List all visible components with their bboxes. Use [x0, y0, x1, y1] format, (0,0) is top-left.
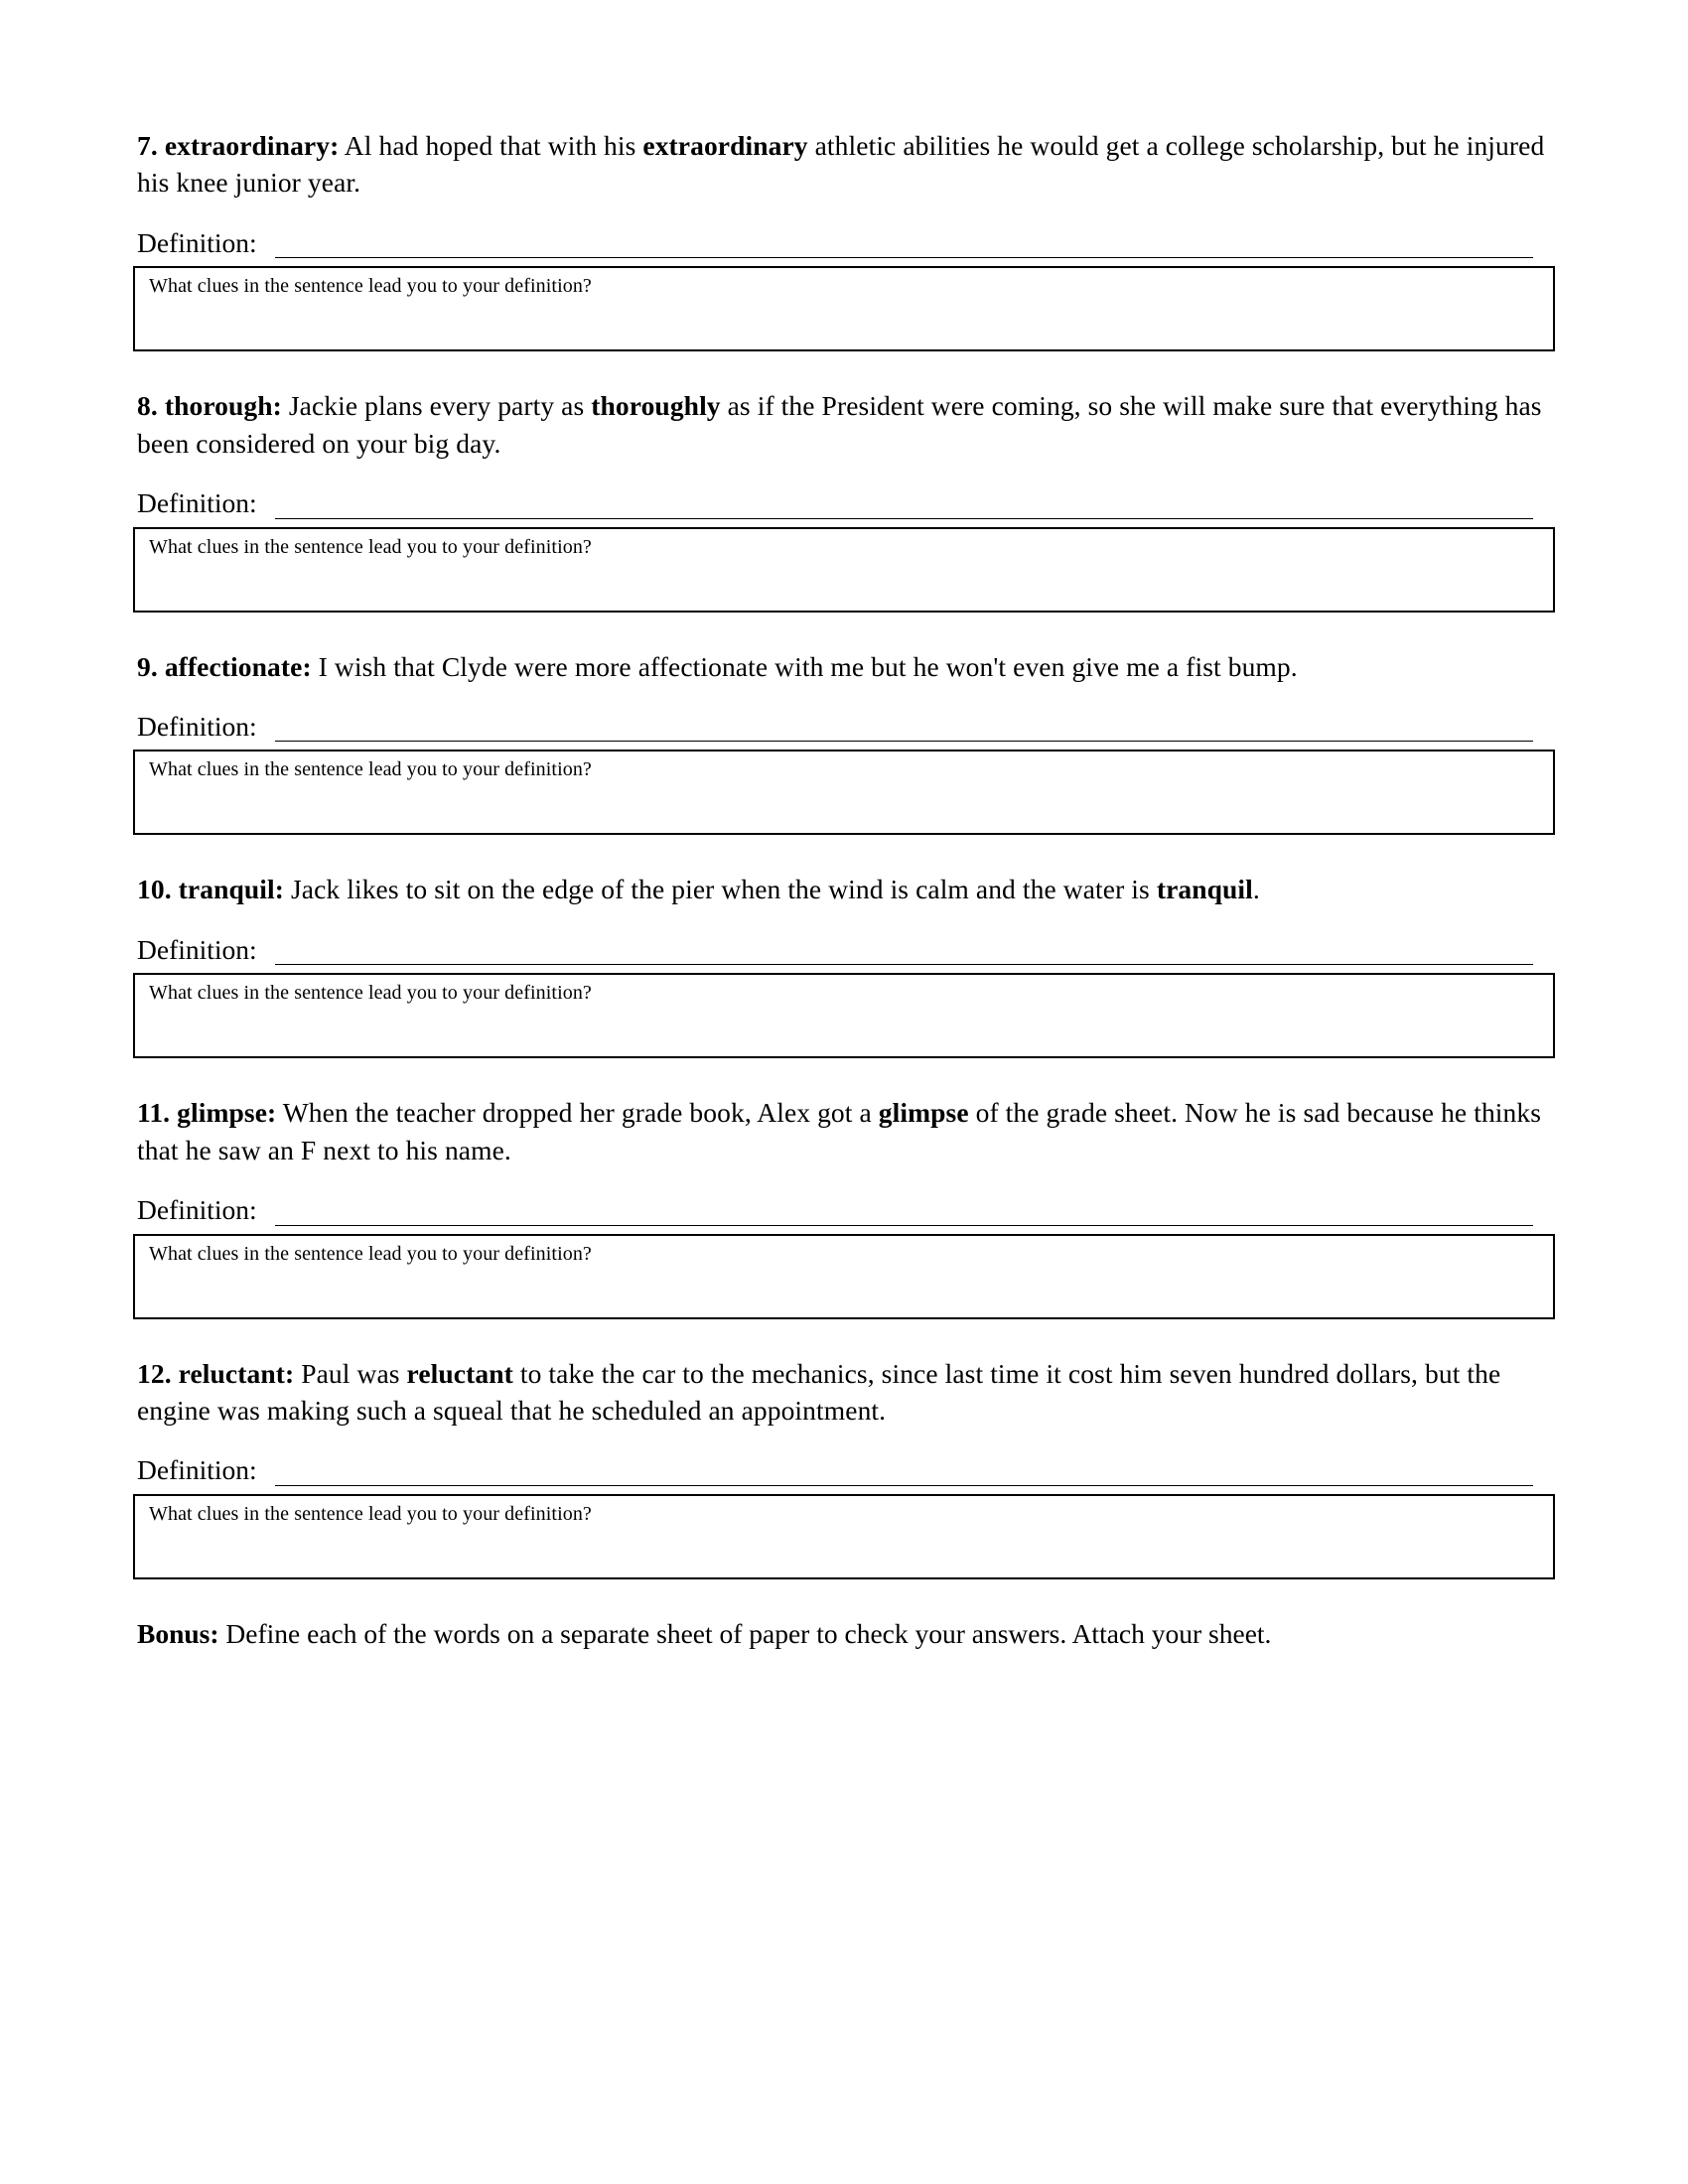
- worksheet-item-8: [133, 387, 1555, 612]
- sentence-bold-word: extraordinary: [642, 130, 808, 161]
- item-sentence: [133, 1355, 1555, 1430]
- item-vocabulary-word: thorough:: [164, 390, 282, 422]
- worksheet-item-10: [133, 871, 1555, 1058]
- definition-label: Definition:: [137, 933, 257, 965]
- sentence-bold-word: reluctant: [406, 1357, 513, 1389]
- definition-row: [133, 710, 1555, 743]
- sentence-before: When the teacher dropped her grade book, Alex got a: [276, 1097, 879, 1129]
- clue-answer-box[interactable]: [133, 1234, 1555, 1319]
- item-vocabulary-word: reluctant:: [178, 1357, 295, 1389]
- sentence-after: to take the car to the mechanics, since last time it cost him seven hundred dollars, but the engine was making such a squeal that he scheduled an appointment.: [137, 1357, 1501, 1427]
- definition-label: Definition:: [137, 1194, 257, 1226]
- definition-answer-line[interactable]: [275, 256, 1533, 258]
- item-number: 8.: [137, 390, 158, 422]
- bonus-text: Define each of the words on a separate sheet of paper to check your answers. Attach your sheet.: [218, 1617, 1272, 1649]
- clue-answer-box[interactable]: [133, 527, 1555, 613]
- sentence-bold-word: tranquil: [1156, 874, 1253, 905]
- worksheet-item-11: [133, 1094, 1555, 1318]
- definition-answer-line[interactable]: [275, 1484, 1533, 1486]
- item-vocabulary-word: extraordinary:: [164, 130, 340, 161]
- sentence-before: Paul was: [294, 1357, 407, 1389]
- sentence-before: Jack likes to sit on the edge of the pier when the wind is calm and the water is: [284, 874, 1157, 905]
- definition-row: [133, 489, 1555, 519]
- definition-label: Definition:: [137, 487, 257, 519]
- clue-prompt-label: What clues in the sentence lead you to your definition?: [149, 275, 592, 298]
- sentence-after: as if the President were coming, so she will make sure that everything has been considered on your big day.: [137, 390, 1542, 459]
- sentence-bold-word: glimpse: [878, 1097, 969, 1129]
- definition-row: [133, 933, 1555, 966]
- sentence-before: Al had hoped that with his: [339, 130, 643, 161]
- item-vocabulary-word: affectionate:: [164, 650, 312, 682]
- clue-prompt-label: What clues in the sentence lead you to your definition?: [149, 1242, 592, 1265]
- bonus-instruction: [133, 1615, 1555, 1652]
- item-vocabulary-word: tranquil:: [178, 874, 285, 905]
- item-number: 9.: [137, 650, 158, 682]
- worksheet-item-12: [133, 1355, 1555, 1579]
- sentence-after: athletic abilities he would get a college scholarship, but he injured his knee junior year.: [137, 130, 1545, 199]
- item-sentence: [133, 1094, 1555, 1168]
- item-sentence: [133, 648, 1555, 685]
- definition-row: [133, 1456, 1555, 1486]
- clue-prompt-label: What clues in the sentence lead you to your definition?: [149, 758, 592, 781]
- clue-prompt-label: What clues in the sentence lead you to your definition?: [149, 535, 592, 558]
- definition-row: [133, 226, 1555, 259]
- item-number: 7.: [137, 130, 158, 161]
- sentence-bold-word: thoroughly: [591, 390, 721, 422]
- item-vocabulary-word: glimpse:: [177, 1097, 277, 1129]
- definition-answer-line[interactable]: [275, 1224, 1533, 1226]
- definition-row: [133, 1196, 1555, 1226]
- definition-answer-line[interactable]: [275, 963, 1533, 965]
- definition-label: Definition:: [137, 226, 257, 258]
- sentence-before: I wish that Clyde were more affectionate with me but he won't even give me a fist bump.: [311, 650, 1298, 682]
- clue-answer-box[interactable]: [133, 266, 1555, 351]
- item-sentence: [133, 127, 1555, 202]
- worksheet-content: [133, 127, 1555, 1680]
- clue-answer-box[interactable]: [133, 750, 1555, 835]
- clue-answer-box[interactable]: [133, 973, 1555, 1058]
- bonus-label: Bonus:: [137, 1617, 219, 1649]
- clue-prompt-label: What clues in the sentence lead you to your definition?: [149, 982, 592, 1005]
- sentence-before: Jackie plans every party as: [281, 390, 592, 422]
- item-number: 12.: [137, 1357, 172, 1389]
- worksheet-item-9: [133, 648, 1555, 836]
- item-sentence: [133, 387, 1555, 462]
- definition-label: Definition:: [137, 1454, 257, 1486]
- sentence-after: of the grade sheet. Now he is sad because he thinks that he saw an F next to his name.: [137, 1097, 1542, 1165]
- worksheet-item-7: [133, 127, 1555, 351]
- item-number: 10.: [137, 874, 172, 905]
- sentence-after: .: [1252, 874, 1260, 905]
- definition-answer-line[interactable]: [275, 517, 1533, 519]
- item-number: 11.: [137, 1097, 171, 1129]
- clue-prompt-label: What clues in the sentence lead you to your definition?: [149, 1502, 592, 1525]
- definition-answer-line[interactable]: [275, 740, 1533, 742]
- clue-answer-box[interactable]: [133, 1494, 1555, 1579]
- item-sentence: [133, 871, 1555, 907]
- definition-label: Definition:: [137, 710, 257, 742]
